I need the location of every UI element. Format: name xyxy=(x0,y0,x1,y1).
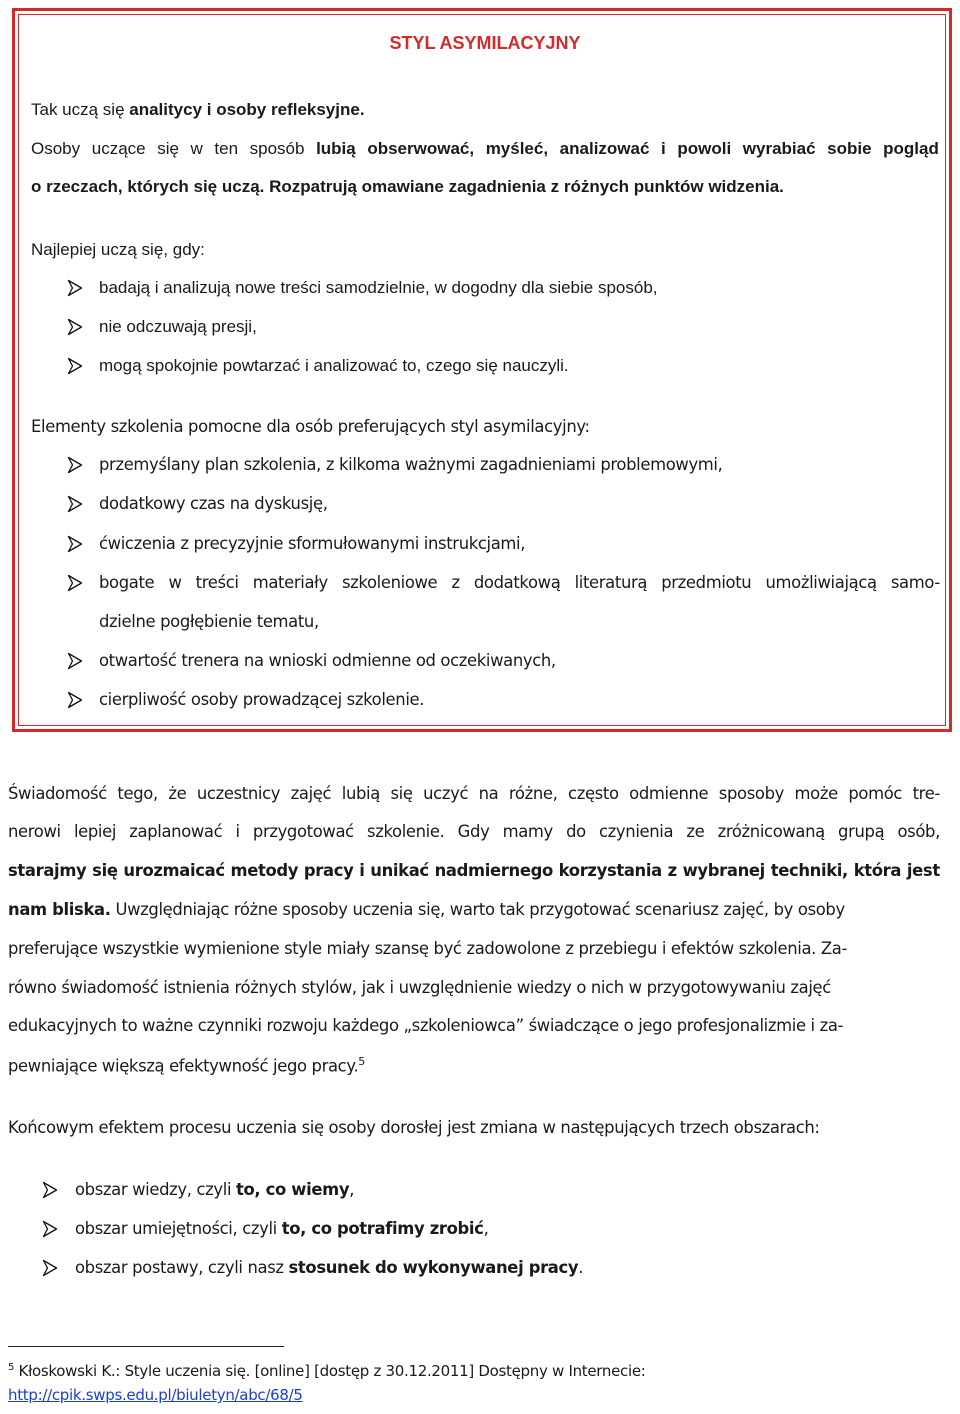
elements-list-item: otwartość trenera na wnioski odmienne od oczekiwanych, xyxy=(99,651,556,670)
intro-line-3: o rzeczach, których się uczą. Rozpatrują omawiane zagadnienia z różnych punktów widzenia. xyxy=(31,177,784,196)
paragraph-line-2: nerowi lepiej zaplanować i przygotować szkolenie. Gdy mamy do czynienia ze zróżnicowaną grupą osób, xyxy=(8,822,940,841)
area-list-item: obszar umiejętności, czyli to, co potrafimy zrobić, xyxy=(75,1219,489,1238)
footnote-text: $^5$ Kłoskowski K.: Style uczenia się. [online] [dostęp z 30.12.2011] Dostępny w Internecie: xyxy=(8,1362,646,1380)
area-list-item: obszar postawy, czyli nasz stosunek do wykonywanej pracy. xyxy=(75,1258,584,1277)
area-list-item: obszar wiedzy, czyli to, co wiemy, xyxy=(75,1180,355,1199)
arrow-bullet-icon xyxy=(42,1259,58,1277)
arrow-bullet-icon xyxy=(67,652,83,670)
arrow-bullet-icon xyxy=(42,1181,58,1199)
arrow-bullet-icon xyxy=(42,1220,58,1238)
elements-list-item: bogate w treści materiały szkoleniowe z dodatkową literaturą przedmiotu umożliwiającą samo- xyxy=(99,573,940,592)
arrow-bullet-icon xyxy=(67,357,83,375)
best-list-item: nie odczuwają presji, xyxy=(99,317,257,336)
footnote-rule xyxy=(8,1346,284,1347)
paragraph-line-4: nam bliska. Uwzględniając różne sposoby uczenia się, warto tak przygotować scenariusz zajęć, by osoby xyxy=(8,900,845,919)
best-list-item: mogą spokojnie powtarzać i analizować to, czego się nauczyli. xyxy=(99,356,569,375)
best-list-item: badają i analizują nowe treści samodzielnie, w dogodny dla siebie sposób, xyxy=(99,278,658,297)
arrow-bullet-icon xyxy=(67,495,83,513)
paragraph-line-1: Świadomość tego, że uczestnicy zajęć lubią się uczyć na różne, często odmienne sposoby może pomóc tre- xyxy=(8,784,940,803)
arrow-bullet-icon xyxy=(67,691,83,709)
elements-list-item: cierpliwość osoby prowadzącej szkolenie. xyxy=(99,690,425,709)
footnote-link-line xyxy=(8,1386,303,1404)
intro-line-2: Osoby uczące się w ten sposób lubią obserwować, myśleć, analizować i powoli wyrabiać sobie pogląd xyxy=(31,139,939,158)
arrow-bullet-icon xyxy=(67,318,83,336)
paragraph-line-8: pewniające większą efektywność jego pracy.$^5$ xyxy=(8,1055,365,1076)
elements-list-item: dodatkowy czas na dyskusję, xyxy=(99,494,328,513)
elements-list-item: ćwiczenia z precyzyjnie sformułowanymi instrukcjami, xyxy=(99,534,526,553)
paragraph-2: Końcowym efektem procesu uczenia się osoby dorosłej jest zmiana w następujących trzech obszarach: xyxy=(8,1118,820,1137)
paragraph-line-7: edukacyjnych to ważne czynniki rozwoju każdego „szkoleniowca” świadczące o jego profesjonalizmie i za- xyxy=(8,1016,844,1035)
footnote-link[interactable]: http://cpik.swps.edu.pl/biuletyn/abc/68/5 xyxy=(8,1386,303,1404)
elements-list-item: przemyślany plan szkolenia, z kilkoma ważnymi zagadnieniami problemowymi, xyxy=(99,455,723,474)
arrow-bullet-icon xyxy=(67,574,83,592)
paragraph-line-6: równo świadomość istnienia różnych stylów, jak i uwzględnienie wiedzy o nich w przygotowywaniu zajęć xyxy=(8,978,831,997)
arrow-bullet-icon xyxy=(67,279,83,297)
elements-list-item: dzielne pogłębienie tematu, xyxy=(99,612,319,631)
arrow-bullet-icon xyxy=(67,456,83,474)
best-heading: Najlepiej uczą się, gdy: xyxy=(31,240,205,259)
box-title: STYL ASYMILACYJNY xyxy=(389,33,581,53)
intro-line-1: Tak uczą się analitycy i osoby refleksyjne. xyxy=(31,100,365,119)
paragraph-line-5: preferujące wszystkie wymienione style miały szansę być zadowolone z przebiegu i efektów szkolenia. Za- xyxy=(8,939,848,958)
elements-heading: Elementy szkolenia pomocne dla osób preferujących styl asymilacyjny: xyxy=(31,417,590,436)
arrow-bullet-icon xyxy=(67,535,83,553)
paragraph-line-3: starajmy się urozmaicać metody pracy i unikać nadmiernego korzystania z wybranej techniki, która jest xyxy=(8,861,940,880)
footnote-ref: 5 xyxy=(358,1055,365,1068)
